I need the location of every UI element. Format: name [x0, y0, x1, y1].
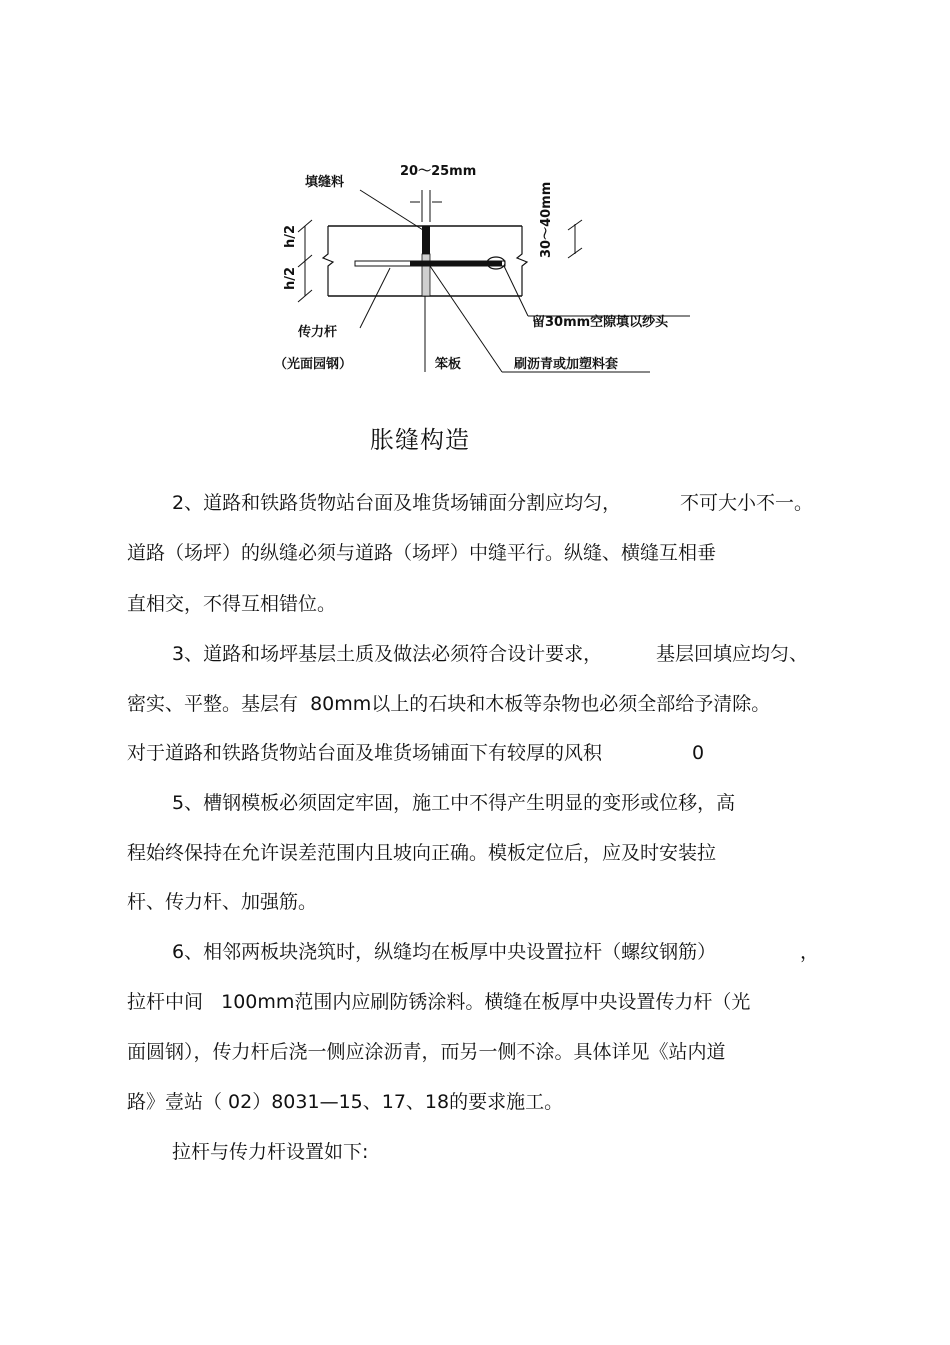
- text-line: 不可大小不一。: [680, 492, 814, 514]
- text-line: 5、槽钢模板必须固定牢固，施工中不得产生明显的变形或位移，高: [172, 792, 736, 814]
- text-line: 基层回填应均匀、: [656, 643, 809, 665]
- half-h-bottom-label: h/2: [283, 266, 298, 290]
- half-h-top-label: h/2: [283, 224, 298, 248]
- sleeve-label: 刷沥青或加塑料套: [514, 357, 619, 372]
- expansion-joint-diagram: [260, 150, 720, 390]
- dowel-label: 传力杆: [298, 325, 338, 340]
- gap-note-label: 留30mm空隙填以纱头: [532, 315, 669, 330]
- text-line: ，: [800, 941, 820, 963]
- gap-width-label: 20～25mm: [400, 164, 477, 179]
- text-line: 直相交，不得互相错位。: [127, 593, 337, 615]
- text-line: 拉杆与传力杆设置如下:: [172, 1141, 369, 1163]
- text-line: 对于道路和铁路货物站台面及堆货场铺面下有较厚的风积: [127, 742, 603, 764]
- text-line: 路》壹站（ 02）8031—15、17、18的要求施工。: [127, 1091, 564, 1113]
- text-line: 密实、平整。基层有 80mm以上的石块和木板等杂物也必须全部给予清除。: [127, 693, 771, 715]
- figure-caption: 胀缝构造: [370, 426, 470, 454]
- text-line: 拉杆中间 100mm范围内应刷防锈涂料。横缝在板厚中央设置传力杆（光: [127, 991, 751, 1013]
- text-line: 3、道路和场坪基层土质及做法必须符合设计要求，: [172, 643, 603, 665]
- text-line: 杆、传力杆、加强筋。: [127, 891, 318, 913]
- filler-label: 填缝料: [305, 175, 345, 190]
- text-line: 道路（场坪）的纵缝必须与道路（场坪）中缝平行。纵缝、横缝互相垂: [127, 542, 717, 564]
- text-line: 面圆钢），传力杆后浇一侧应涂沥青，而另一侧不涂。具体详见《站内道: [127, 1041, 726, 1063]
- board-label: 笨板: [435, 357, 462, 372]
- text-line: 程始终保持在允许误差范围内且坡向正确。模板定位后，应及时安装拉: [127, 842, 717, 864]
- text-line: 0: [692, 742, 705, 764]
- dowel-note-label: （光面园钢）: [274, 357, 353, 372]
- depth-label: 30～40mm: [539, 181, 554, 258]
- text-line: 2、道路和铁路货物站台面及堆货场铺面分割应均匀，: [172, 492, 622, 514]
- text-line: 6、相邻两板块浇筑时，纵缝均在板厚中央设置拉杆（螺纹钢筋）: [172, 941, 717, 963]
